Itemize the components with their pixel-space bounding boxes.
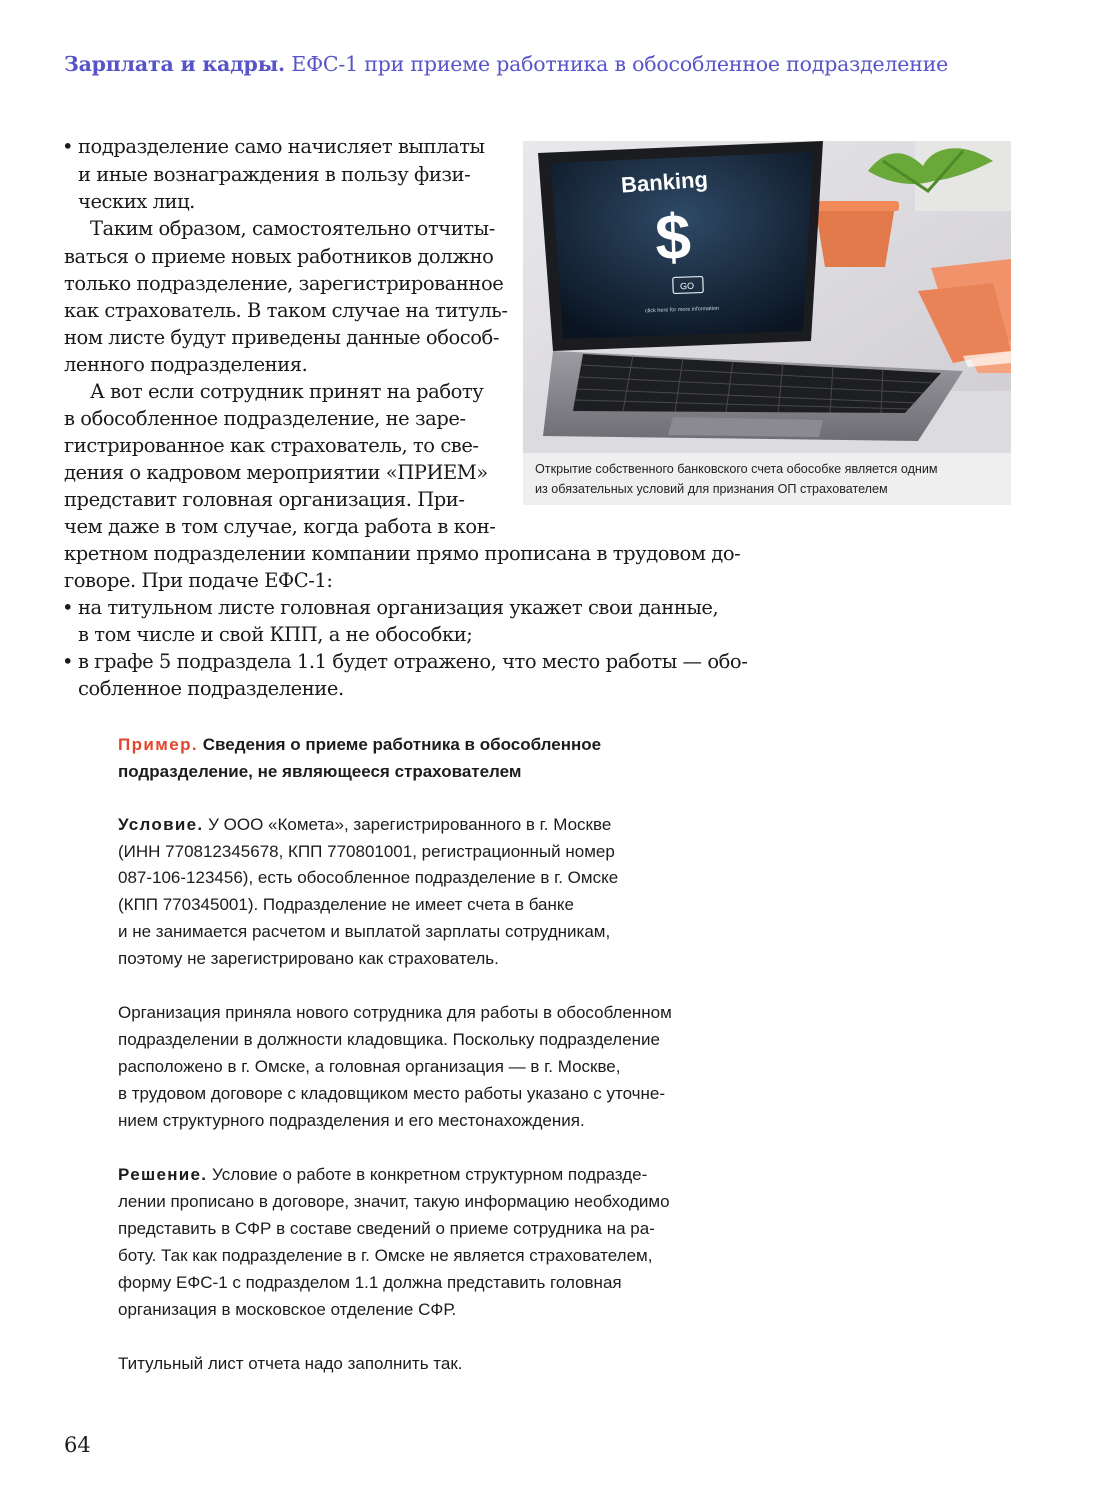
solution-text: Условие о работе в конкретном структурном подразде- (212, 1165, 648, 1184)
example-paragraph: в трудовом договоре с кладовщиком место работы указано с уточне- (118, 1084, 666, 1103)
body-line: чем даже в том случае, когда работа в кон- (64, 515, 496, 538)
laptop-illustration (523, 141, 1011, 453)
condition-text: поэтому не зарегистрировано как страхователь. (118, 949, 499, 968)
body-line: дения о кадровом мероприятии «ПРИЕМ» (64, 461, 488, 484)
body-line: как страхователь. В таком случае на титуль- (64, 299, 508, 322)
body-line: ческих лиц. (78, 190, 195, 213)
screen-title: Banking (620, 166, 709, 198)
body-line: в графе 5 подраздела 1.1 будет отражено, что место работы — обо- (78, 650, 748, 673)
body-line: кретном подразделении компании прямо прописана в трудовом до- (64, 542, 741, 565)
bullet-marker: • (62, 650, 74, 673)
body-line: гистрированное как страхователь, то све- (64, 434, 479, 457)
caption-line: Открытие собственного банковского счета обособке является одним (535, 462, 938, 476)
condition-text: и не занимается расчетом и выплатой зарплаты сотрудникам, (118, 922, 611, 941)
example-heading-line (118, 735, 601, 755)
example-paragraph: нием структурного подразделения и его местонахождения. (118, 1111, 585, 1130)
body-line: на титульном листе головная организация укажет свои данные, (78, 596, 719, 619)
condition-text: У ООО «Комета», зарегистрированного в г. Москве (208, 815, 612, 834)
body-line: в том числе и свой КПП, а не обособки; (78, 623, 473, 646)
dollar-icon: $ (653, 200, 693, 274)
example-paragraph: Организация приняла нового сотрудника для работы в обособленном (118, 1003, 672, 1022)
condition-label: Условие. (118, 815, 204, 834)
example-paragraph: подразделении в должности кладовщика. Поскольку подразделение (118, 1030, 661, 1049)
header-section: Зарплата и кадры. (64, 52, 285, 76)
solution-text: боту. Так как подразделение в г. Омске не является страхователем, (118, 1246, 653, 1265)
body-line: говоре. При подаче ЕФС-1: (64, 569, 333, 592)
example-final-line: Титульный лист отчета надо заполнить так. (118, 1354, 463, 1373)
body-line: подразделение само начисляет выплаты (78, 135, 485, 158)
page-number: 64 (64, 1433, 91, 1457)
caption-line: из обязательных условий для признания ОП страхователем (535, 482, 888, 496)
screen-go-button: GO (679, 280, 695, 292)
body-line: представит головная организация. При- (64, 488, 465, 511)
bullet-marker: • (62, 135, 74, 158)
body-line: А вот если сотрудник принят на работу (90, 380, 484, 403)
example-heading: подразделение, не являющееся страхователем (118, 762, 522, 781)
body-line: и иные вознаграждения в пользу физи- (78, 163, 471, 186)
condition-text: (ИНН 770812345678, КПП 770801001, регистрационный номер (118, 842, 615, 861)
body-line: ном листе будут приведены данные обособ- (64, 326, 499, 349)
body-line: Таким образом, самостоятельно отчиты- (90, 217, 495, 240)
banking-laptop-photo (523, 141, 1011, 453)
example-label: Пример. (118, 735, 198, 754)
body-line: в обособленное подразделение, не заре- (64, 407, 466, 430)
body-line: ленного подразделения. (64, 353, 308, 376)
solution-text: лении прописано в договоре, значит, такую информацию необходимо (118, 1192, 670, 1211)
condition-first-line (118, 815, 611, 835)
condition-text: (КПП 770345001). Подразделение не имеет счета в банке (118, 895, 574, 914)
solution-text: форму ЕФС-1 с подразделом 1.1 должна представить головная (118, 1273, 622, 1292)
photo-caption (523, 453, 1011, 505)
solution-text: организация в московское отделение СФР. (118, 1300, 457, 1319)
condition-text: 087-106-123456), есть обособленное подразделение в г. Омске (118, 868, 619, 887)
body-line: собленное подразделение. (78, 677, 344, 700)
header-title: ЕФС-1 при приеме работника в обособленное подразделение (291, 52, 949, 76)
solution-label: Решение. (118, 1165, 208, 1184)
screen-hint: click here for more information (645, 305, 720, 315)
solution-first-line (118, 1165, 647, 1185)
example-paragraph: расположено в г. Омске, а головная организация — в г. Москве, (118, 1057, 621, 1076)
example-heading: Сведения о приеме работника в обособленное (202, 735, 602, 754)
bullet-marker: • (62, 596, 74, 619)
solution-text: представить в СФР в составе сведений о приеме сотрудника на ра- (118, 1219, 655, 1238)
body-line: только подразделение, зарегистрированное (64, 272, 504, 295)
body-line: ваться о приеме новых работников должно (64, 245, 494, 268)
